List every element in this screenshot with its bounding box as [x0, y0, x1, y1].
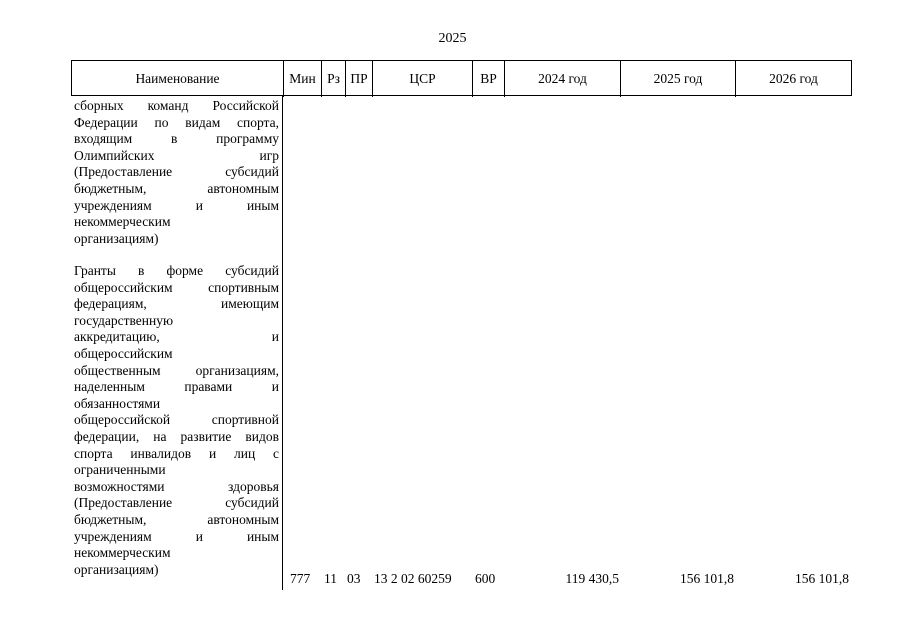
name-line: [74, 479, 279, 496]
name-word: иным: [246, 528, 279, 544]
name-word: обязанностями: [74, 395, 161, 411]
name-line: [74, 214, 279, 231]
name-word: некоммерческим: [74, 545, 171, 561]
name-word: видов: [245, 428, 279, 444]
name-line: [74, 313, 279, 330]
name-word: входящим: [74, 131, 133, 147]
name-word: сборных: [74, 98, 124, 113]
name-word: и: [271, 329, 279, 345]
name-word: государственную: [74, 312, 174, 328]
name-word: и: [195, 528, 203, 544]
name-word: субсидий: [225, 263, 279, 278]
name-column-border: [282, 96, 283, 590]
name-line: [74, 131, 279, 148]
name-line: [74, 562, 279, 579]
name-word: бюджетным,: [74, 180, 147, 196]
name-word: спорта,: [237, 114, 279, 130]
cell-rz: 11: [324, 571, 337, 586]
name-line: [74, 396, 279, 413]
name-word: возможностями: [74, 478, 165, 494]
name-word: и: [208, 445, 217, 461]
name-word: автономным: [207, 511, 279, 527]
name-word: бюджетным,: [74, 511, 147, 527]
name-line: [74, 363, 279, 380]
name-word: игр: [259, 147, 279, 163]
header-2024: 2024 год: [505, 61, 621, 97]
name-word: наделенным: [74, 379, 145, 395]
name-word: общероссийским: [74, 279, 173, 295]
name-line: [74, 98, 279, 115]
name-word: лиц: [234, 445, 256, 461]
name-word: и: [271, 379, 279, 395]
name-word: здоровья: [228, 478, 279, 494]
name-line: [74, 231, 279, 248]
name-word: спортивным: [208, 279, 279, 295]
name-word: (Предоставление: [74, 495, 173, 511]
header-name: Наименование: [72, 61, 284, 97]
name-line: [74, 462, 279, 479]
name-word: аккредитацию,: [74, 329, 160, 345]
name-word: общественным: [74, 362, 161, 378]
name-word: инвалидов: [130, 445, 192, 461]
name-word: развитие: [180, 428, 232, 444]
header-csr: ЦСР: [373, 61, 473, 97]
name-line: [74, 164, 279, 181]
name-word: (Предоставление: [74, 164, 173, 180]
name-word: субсидий: [225, 495, 279, 511]
name-word: общероссийским: [74, 345, 173, 361]
name-word: федерациям,: [74, 296, 147, 312]
name-line: [74, 412, 279, 429]
name-word: Российской: [212, 98, 279, 113]
header-2025: 2025 год: [621, 61, 736, 97]
name-word: и: [195, 197, 203, 213]
name-line: [74, 263, 279, 280]
name-word: организациям,: [195, 362, 279, 378]
cell-pr: 03: [347, 571, 361, 586]
header-vr: ВР: [473, 61, 505, 97]
name-word: с: [273, 445, 279, 461]
name-word: на: [153, 428, 167, 444]
name-line: [74, 198, 279, 215]
name-word: по: [154, 114, 169, 130]
name-line: [74, 148, 279, 165]
name-word: ограниченными: [74, 462, 166, 478]
name-word: видам: [185, 114, 221, 130]
name-word: Гранты: [74, 263, 116, 278]
header-min: Мин: [284, 61, 322, 97]
name-line: [74, 296, 279, 313]
name-line: [74, 512, 279, 529]
name-line: [74, 329, 279, 346]
name-word: организациям): [74, 230, 159, 246]
name-line: [74, 379, 279, 396]
name-word: имеющим: [220, 296, 279, 312]
name-word: учреждениям: [74, 528, 152, 544]
name-word: спорта: [74, 445, 113, 461]
name-word: Олимпийских: [74, 147, 155, 163]
name-word: в: [171, 131, 178, 147]
name-word: иным: [246, 197, 279, 213]
header-rz: Рз: [322, 61, 346, 97]
name-line: [74, 346, 279, 363]
name-line: [74, 181, 279, 198]
header-2026: 2026 год: [769, 71, 818, 86]
name-word: правами: [184, 379, 233, 395]
name-word: в: [138, 263, 145, 278]
name-word: некоммерческим: [74, 214, 171, 230]
cell-csr: 13 2 02 60259: [374, 571, 452, 586]
page-number: 2025: [438, 31, 467, 46]
name-word: Федерации: [74, 114, 138, 130]
name-word: форме: [166, 263, 204, 278]
name-line: [74, 545, 279, 562]
name-line: [74, 446, 279, 463]
header-pr: ПР: [346, 61, 373, 97]
row-name-grants: [74, 263, 279, 578]
cell-vr: 600: [475, 571, 496, 586]
name-line: [74, 115, 279, 132]
cell-min: 777: [290, 571, 311, 586]
cell-2026: 156 101,8: [795, 571, 849, 586]
name-word: автономным: [207, 180, 279, 196]
table-header: [71, 60, 852, 96]
name-word: организациям): [74, 561, 159, 577]
row-name-cont: [74, 98, 279, 247]
cell-2025: 156 101,8: [680, 571, 734, 586]
name-word: программу: [216, 131, 279, 147]
name-line: [74, 529, 279, 546]
name-word: спортивной: [211, 412, 279, 428]
name-word: субсидий: [225, 164, 279, 180]
name-word: команд: [147, 98, 189, 113]
cell-2024: 119 430,5: [565, 571, 619, 586]
name-line: [74, 280, 279, 297]
name-word: учреждениям: [74, 197, 152, 213]
name-word: общероссийской: [74, 412, 171, 428]
name-line: [74, 429, 279, 446]
name-line: [74, 495, 279, 512]
name-word: федерации,: [74, 428, 140, 444]
